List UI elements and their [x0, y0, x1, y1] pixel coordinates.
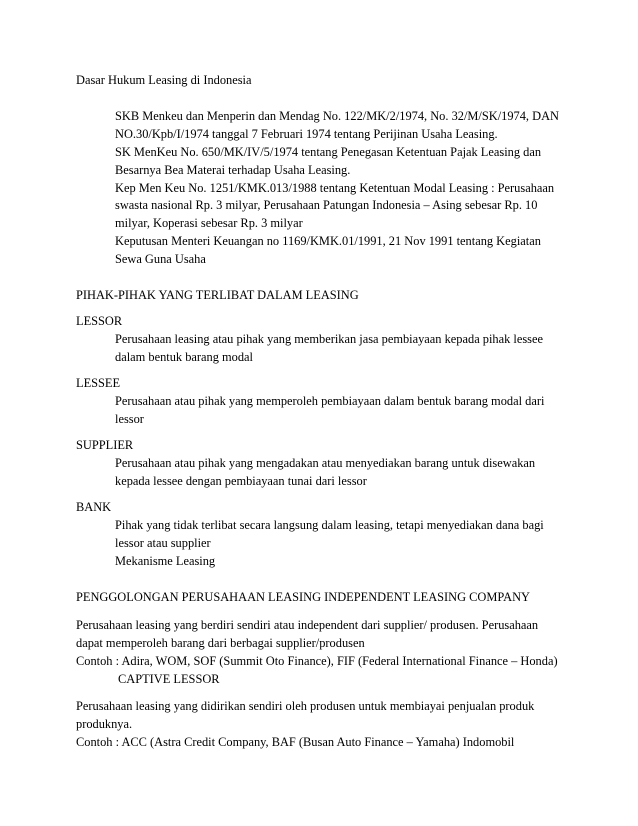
party-definition-line: Mekanisme Leasing — [115, 554, 216, 568]
independent-line: dapat memperoleh barang dari berbagai supplier/produsen — [76, 636, 365, 650]
legal-basis-line: NO.30/Kpb/I/1974 tanggal 7 Februari 1974 tentang Perijinan Usaha Leasing. — [115, 127, 498, 141]
captive-line: Perusahaan leasing yang didirikan sendiri oleh produsen untuk membiayai penjualan produk — [76, 699, 535, 713]
party-definition-line: kepada lessee dengan pembiayaan tunai dari lessor — [115, 474, 367, 488]
legal-basis-line: Kep Men Keu No. 1251/KMK.013/1988 tentang Ketentuan Modal Leasing : Perusahaan — [115, 181, 555, 195]
party-definition-line: Perusahaan atau pihak yang memperoleh pembiayaan dalam bentuk barang modal dari — [115, 394, 545, 408]
party-term-lessee: LESSEE — [76, 376, 121, 390]
legal-basis-line: swasta nasional Rp. 3 milyar, Perusahaan Patungan Indonesia – Asing sebesar Rp. 10 — [115, 198, 538, 212]
independent-line: Perusahaan leasing yang berdiri sendiri atau independent dari supplier/ produsen. Perusahaan — [76, 618, 539, 632]
heading-captive-lessor: CAPTIVE LESSOR — [118, 672, 220, 686]
independent-line: Contoh : Adira, WOM, SOF (Summit Oto Finance), FIF (Federal International Finance – Honda) — [76, 654, 558, 668]
party-term-lessor: LESSOR — [76, 314, 123, 328]
legal-basis-line: SKB Menkeu dan Menperin dan Mendag No. 122/MK/2/1974, No. 32/M/SK/1974, DAN — [115, 109, 559, 123]
legal-basis-line: Keputusan Menteri Keuangan no 1169/KMK.01/1991, 21 Nov 1991 tentang Kegiatan — [115, 234, 541, 248]
captive-line: produknya. — [76, 717, 133, 731]
party-definition-line: Pihak yang tidak terlibat secara langsung dalam leasing, tetapi menyediakan dana bagi — [115, 518, 544, 532]
heading-parties: PIHAK-PIHAK YANG TERLIBAT DALAM LEASING — [76, 288, 359, 302]
party-term-bank: BANK — [76, 500, 112, 514]
legal-basis-line: Besarnya Bea Materai terhadap Usaha Leasing. — [115, 163, 351, 177]
heading-legal-basis: Dasar Hukum Leasing di Indonesia — [76, 73, 252, 87]
party-definition-line: Perusahaan leasing atau pihak yang memberikan jasa pembiayaan kepada pihak lessee — [115, 332, 543, 346]
party-term-supplier: SUPPLIER — [76, 438, 134, 452]
captive-line: Contoh : ACC (Astra Credit Company, BAF (Busan Auto Finance – Yamaha) Indomobil — [76, 735, 515, 749]
party-definition-line: Perusahaan atau pihak yang mengadakan atau menyediakan barang untuk disewakan — [115, 456, 536, 470]
party-definition-line: lessor atau supplier — [115, 536, 211, 550]
legal-basis-line: milyar, Koperasi sebesar Rp. 3 milyar — [115, 216, 303, 230]
party-definition-line: dalam bentuk barang modal — [115, 350, 253, 364]
legal-basis-line: SK MenKeu No. 650/MK/IV/5/1974 tentang Penegasan Ketentuan Pajak Leasing dan — [115, 145, 542, 159]
legal-basis-line: Sewa Guna Usaha — [115, 252, 206, 266]
heading-classification: PENGGOLONGAN PERUSAHAAN LEASING INDEPENDENT LEASING COMPANY — [76, 590, 530, 604]
party-definition-line: lessor — [115, 412, 144, 426]
